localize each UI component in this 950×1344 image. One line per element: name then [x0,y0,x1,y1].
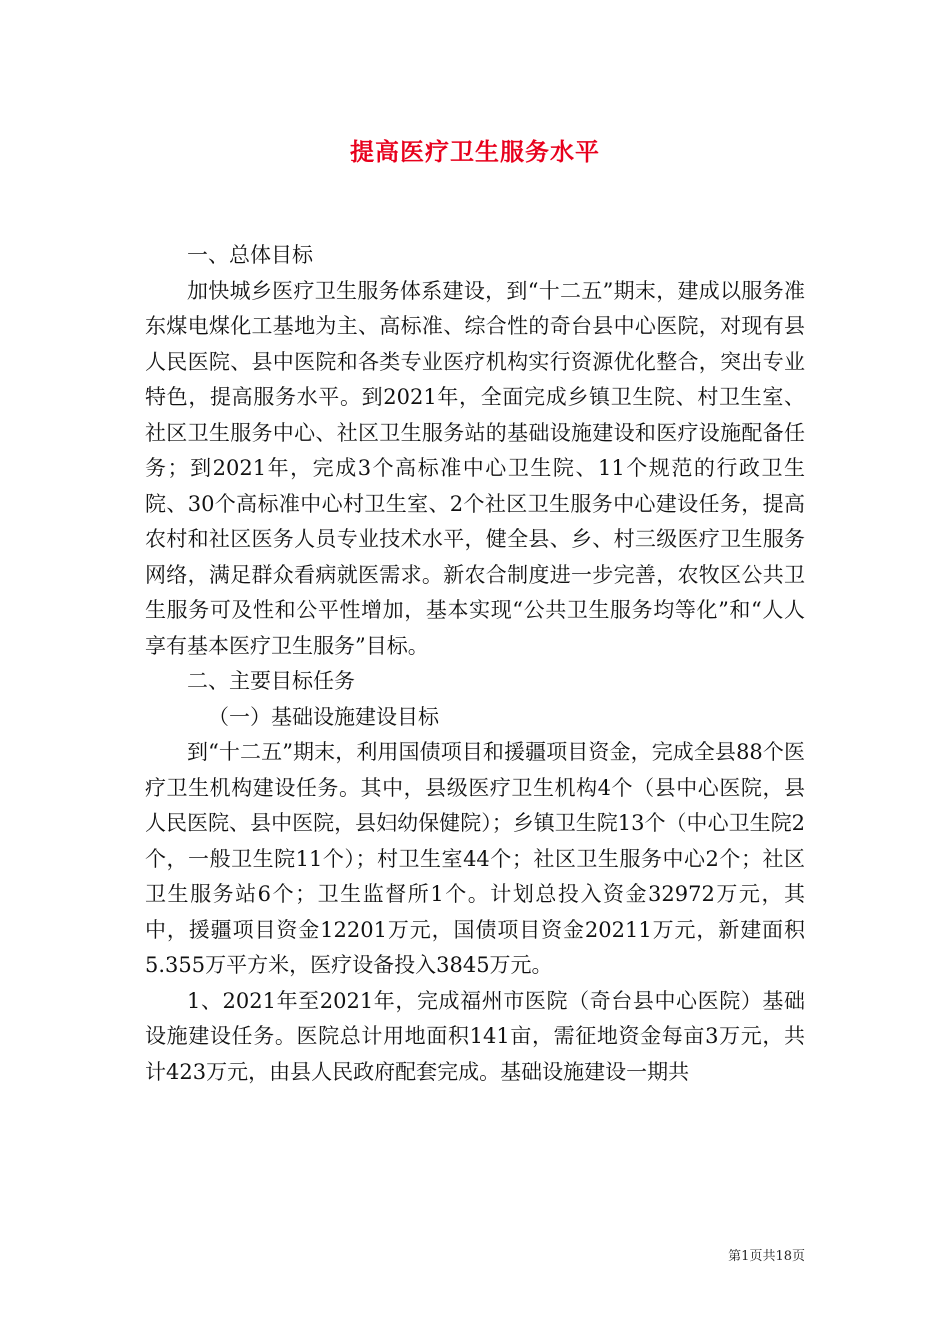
subsection-heading-infrastructure: （一）基础设施建设目标 [208,704,439,729]
page-title: 提高医疗卫生服务水平 [350,137,600,166]
document-body [145,238,805,1090]
paragraph-overall-goal: 加快城乡医疗卫生服务体系建设，到“十二五”期末，建成以服务准东煤电煤化工基地为主、高标准、综合性的奇台县中心医院，对现有县人民医院、县中医院和各类专业医疗机构实行资源优化整合，突出专业特色，提高服务水平。到2021年，全面完成乡镇卫生院、村卫生室、社区卫生服务中心、社区卫生服务站的基础设施建设和医疗设施配备任务；到2021年，完成3个高标准中心卫生院、11个规范的行政卫生院、30个高标准中心村卫生室、2个社区卫生服务中心建设任务，提高农村和社区医务人员专业技术水平，健全县、乡、村三级医疗卫生服务网络，满足群众看病就医需求。新农合制度进一步完善，农牧区公共卫生服务可及性和公平性增加，基本实现“公共卫生服务均等化”和“人人享有基本医疗卫生服务”目标。 [145,278,805,658]
paragraph-infrastructure: 到“十二五”期末，利用国债项目和援疆项目资金，完成全县88个医疗卫生机构建设任务。其中，县级医疗卫生机构4个（县中心医院，县人民医院、县中医院，县妇幼保健院）；乡镇卫生院13个（中心卫生院2个，一般卫生院11个）；村卫生室44个；社区卫生服务中心2个；社区卫生服务站6个；卫生监督所1个。计划总投入资金32972万元，其中，援疆项目资金12201万元，国债项目资金20211万元，新建面积5.355万平方米，医疗设备投入3845万元。 [145,740,805,977]
section-heading-overall-goal: 一、总体目标 [187,243,313,267]
page-number-footer: 第1页共18页 [728,1249,805,1264]
section-heading-main-tasks: 二、主要目标任务 [187,669,355,693]
paragraph-item-1: 1、2021年至2021年，完成福州市医院（奇台县中心医院）基础设施建设任务。医院总计用地面积141亩，需征地资金每亩3万元，共计423万元，由县人民政府配套完成。基础设施建设一期共 [145,988,805,1084]
